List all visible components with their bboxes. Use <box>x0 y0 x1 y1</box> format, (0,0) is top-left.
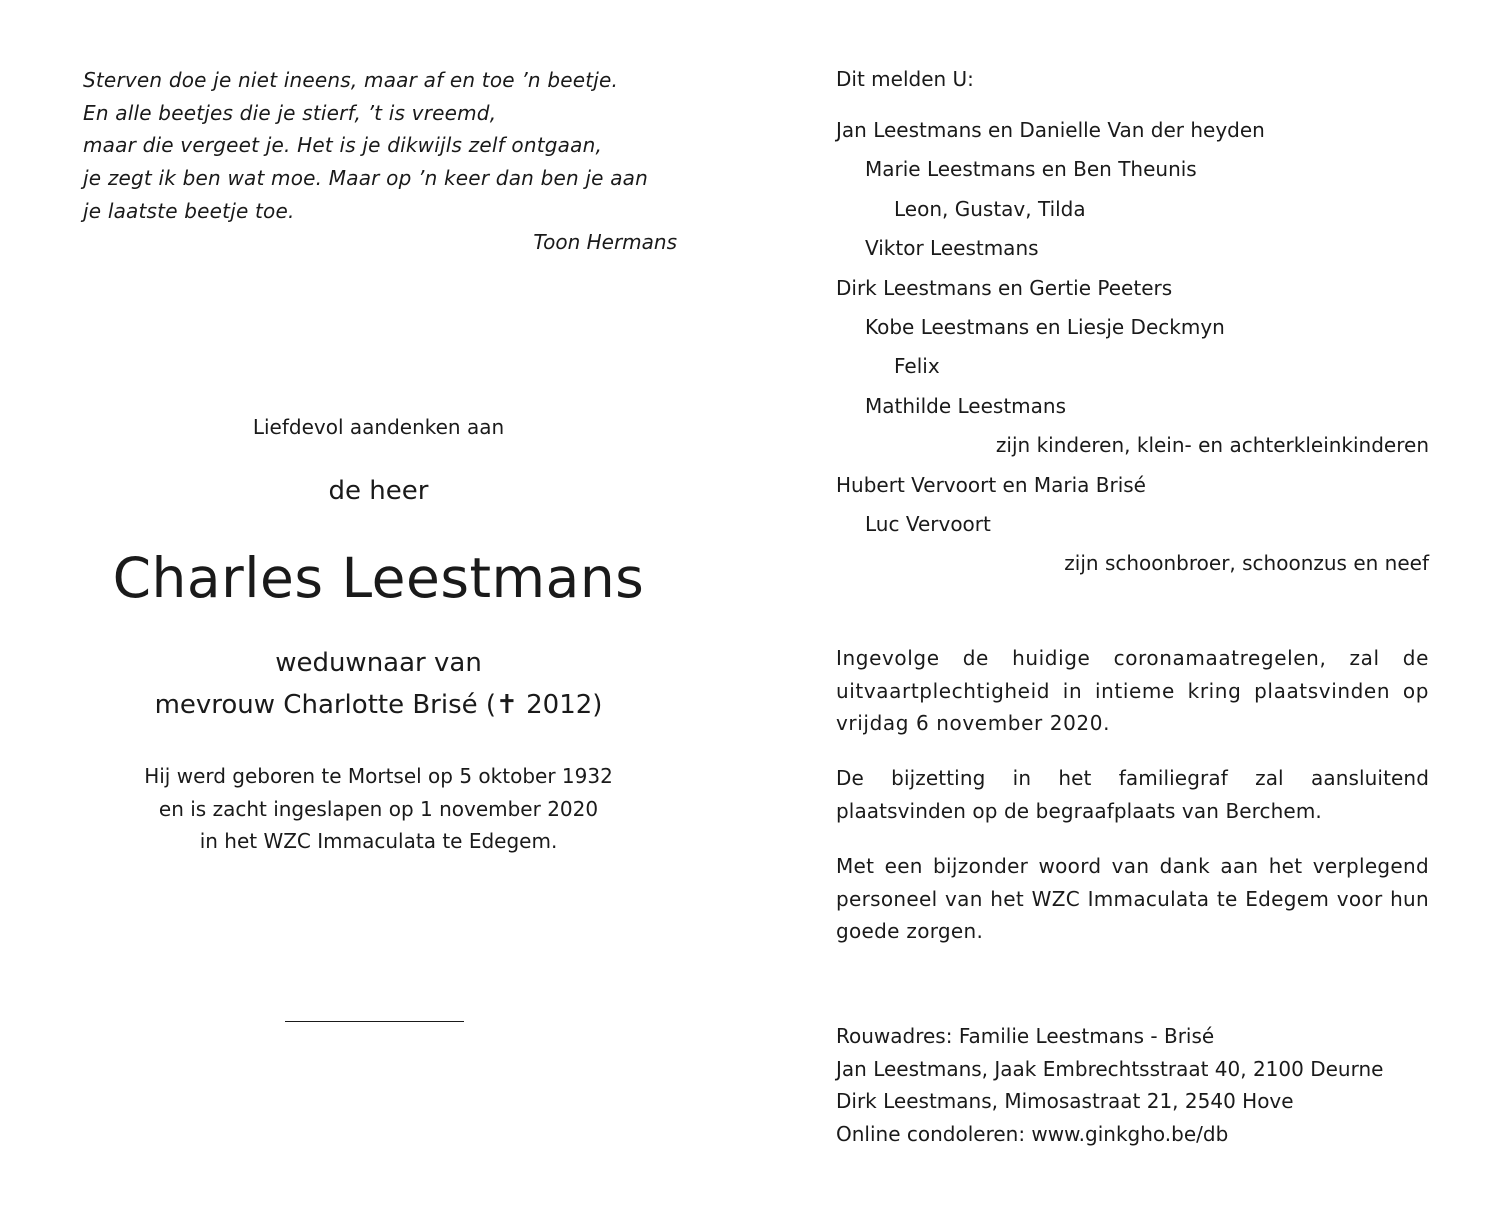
poem-line: je zegt ik ben wat moe. Maar op ’n keer dan ben je aan <box>83 166 649 191</box>
poem <box>83 64 683 228</box>
family-relation-label: zijn schoonbroer, schoonzus en neef <box>1064 551 1429 576</box>
family-member: Hubert Vervoort en Maria Brisé <box>836 472 1146 497</box>
contact-address: Jan Leestmans, Jaak Embrechtsstraat 40, 2100 Deurne <box>836 1056 1384 1081</box>
divider-line <box>285 1021 464 1022</box>
cross-icon: ✝ <box>496 690 518 720</box>
memorial-label: Liefdevol aandenken aan <box>252 415 505 439</box>
poem-author: Toon Hermans <box>533 230 677 254</box>
honorific: de heer <box>328 476 429 506</box>
death-line: en is zacht ingeslapen op 1 november 2020 <box>158 796 599 821</box>
spouse-line <box>0 687 757 723</box>
deceased-name: Charles Leestmans <box>112 546 645 610</box>
family-member: Jan Leestmans en Danielle Van der heyden <box>836 118 1265 142</box>
spouse-year: 2012) <box>517 690 603 720</box>
family-member: Mathilde Leestmans <box>865 393 1066 418</box>
family-member: Dirk Leestmans en Gertie Peeters <box>836 275 1173 300</box>
poem-line: maar die vergeet je. Het is je dikwijls zelf ontgaan, <box>83 133 603 158</box>
spouse-text: mevrouw Charlotte Brisé ( <box>154 690 497 720</box>
family-member: Leon, Gustav, Tilda <box>894 196 1086 221</box>
contact-block <box>836 1020 1429 1150</box>
burial-paragraph: De bijzetting in het familiegraf zal aansluitend plaatsvinden op de begraafplaats van Berchem. <box>836 766 1429 823</box>
widower-label: weduwnaar van <box>275 648 482 678</box>
family-relation-label: zijn kinderen, klein- en achterkleinkinderen <box>995 433 1429 458</box>
family-list <box>836 115 1429 588</box>
condolence-link: Online condoleren: www.ginkgho.be/db <box>836 1121 1229 1146</box>
family-member: Marie Leestmans en Ben Theunis <box>865 157 1197 182</box>
birth-line: Hij werd geboren te Mortsel op 5 oktober 1932 <box>144 764 613 788</box>
contact-address: Dirk Leestmans, Mimosastraat 21, 2540 Hove <box>836 1089 1294 1113</box>
family-member: Felix <box>894 354 940 379</box>
family-member: Luc Vervoort <box>865 511 991 536</box>
thanks-paragraph: Met een bijzonder woord van dank aan het verplegend personeel van het WZC Immaculata te Edegem voor hun goede zorgen. <box>836 854 1429 943</box>
poem-line: je laatste beetje toe. <box>83 198 295 223</box>
life-details <box>0 760 757 858</box>
funeral-notice-paragraph: Ingevolge de huidige coronamaatregelen, zal de uitvaartplechtigheid in intieme kring plaatsvinden op vrijdag 6 november 2020. <box>836 646 1429 735</box>
family-member: Kobe Leestmans en Liesje Deckmyn <box>865 314 1225 339</box>
family-member: Viktor Leestmans <box>865 236 1039 261</box>
place-line: in het WZC Immaculata te Edegem. <box>199 829 558 853</box>
right-panel <box>836 0 1429 1214</box>
announcement-heading: Dit melden U: <box>836 67 974 91</box>
poem-line: En alle beetjes die je stierf, ’t is vreemd, <box>83 100 497 125</box>
mourning-address: Rouwadres: Familie Leestmans - Brisé <box>836 1024 1215 1048</box>
poem-line: Sterven doe je niet ineens, maar af en toe ’n beetje. <box>83 68 619 92</box>
